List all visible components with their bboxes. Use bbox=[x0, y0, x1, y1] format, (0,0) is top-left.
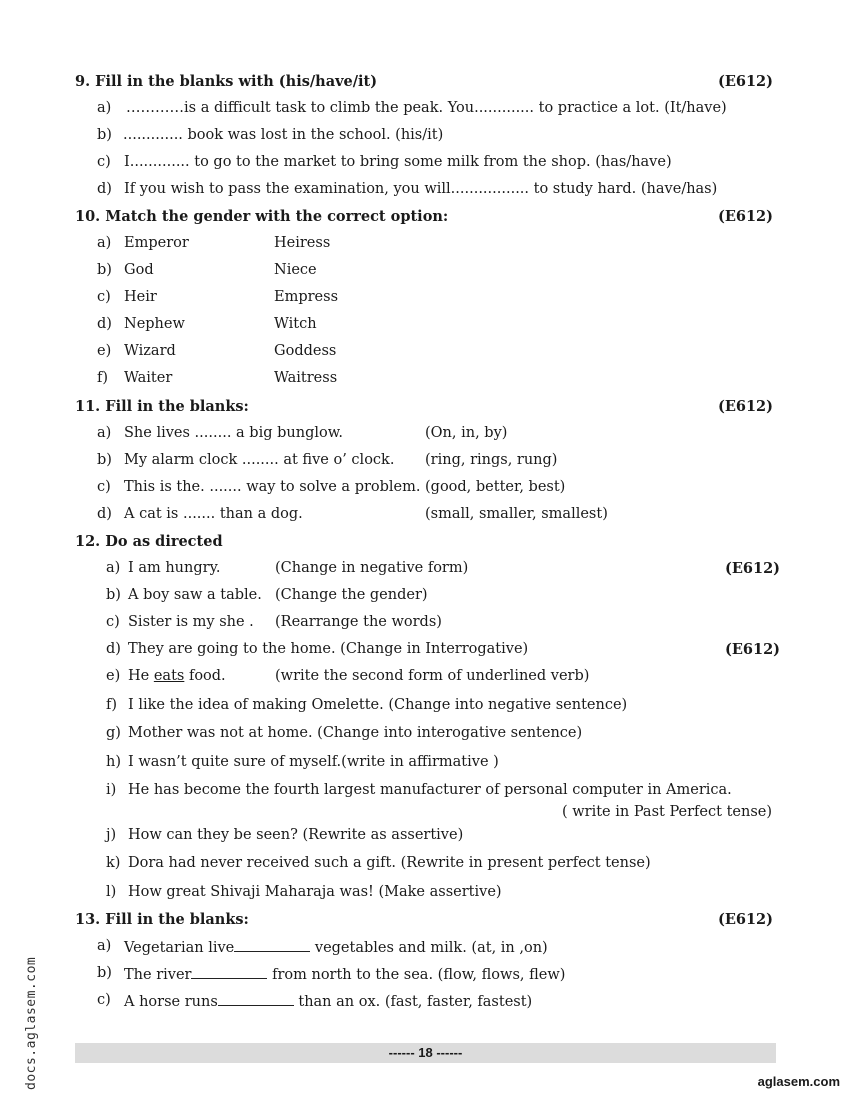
item-label: b) bbox=[97, 965, 112, 981]
item-text bbox=[124, 965, 565, 983]
item-label: e) bbox=[97, 343, 112, 359]
item-text: He has become the fourth largest manufacturer of personal computer in America. bbox=[128, 782, 732, 798]
item-label: j) bbox=[106, 827, 117, 843]
item-text bbox=[124, 938, 548, 956]
match-right: Niece bbox=[274, 262, 317, 278]
item-label: a) bbox=[106, 560, 121, 576]
item-label: c) bbox=[106, 614, 120, 630]
match-left: God bbox=[124, 262, 154, 278]
question-11-heading bbox=[75, 398, 773, 418]
question-10-heading bbox=[75, 208, 773, 228]
item-instruction: ( write in Past Perfect tense) bbox=[561, 804, 772, 820]
question-title: 11. Fill in the blanks: bbox=[75, 398, 249, 415]
answer-blank bbox=[191, 965, 267, 979]
question-title: 12. Do as directed bbox=[75, 533, 223, 550]
question-12-heading bbox=[75, 533, 773, 553]
text-post: than an ox. (fast, faster, fastest) bbox=[293, 994, 533, 1010]
item-instruction: (Change the gender) bbox=[275, 587, 428, 603]
text-pre: A horse runs bbox=[124, 994, 218, 1010]
item-label: d) bbox=[97, 316, 112, 332]
item-text: A cat is ....... than a dog. bbox=[124, 506, 303, 522]
site-name[interactable]: aglasem.com bbox=[757, 1074, 840, 1089]
text-post: food. bbox=[184, 668, 226, 684]
item-text: They are going to the home. (Change in Interrogative) bbox=[128, 641, 529, 657]
item-text: She lives ........ a big bunglow. bbox=[124, 425, 344, 441]
item-text bbox=[124, 992, 532, 1010]
question-9-heading bbox=[75, 73, 773, 93]
text-post: from north to the sea. (flow, flows, flew) bbox=[267, 967, 566, 983]
item-label: d) bbox=[97, 181, 112, 197]
item-label: b) bbox=[97, 452, 112, 468]
match-right: Heiress bbox=[274, 235, 331, 251]
q12-item-i-instruction bbox=[562, 804, 772, 824]
question-code: (E612) bbox=[717, 73, 773, 90]
page-number-bar bbox=[75, 1043, 776, 1063]
match-left: Heir bbox=[124, 289, 157, 305]
item-label: a) bbox=[97, 100, 112, 116]
question-code: (E612) bbox=[717, 911, 773, 928]
item-instruction: (Rearrange the words) bbox=[275, 614, 442, 630]
match-left: Emperor bbox=[124, 235, 189, 251]
item-text: I............. to go to the market to bring some milk from the shop. (has/have) bbox=[124, 154, 672, 170]
item-label: b) bbox=[97, 262, 112, 278]
item-text bbox=[128, 668, 226, 684]
item-text: Mother was not at home. (Change into interogative sentence) bbox=[128, 725, 583, 741]
item-options: (ring, rings, rung) bbox=[425, 452, 558, 468]
match-left: Waiter bbox=[124, 370, 173, 386]
item-label: h) bbox=[106, 754, 121, 770]
item-text: I like the idea of making Omelette. (Change into negative sentence) bbox=[128, 697, 628, 713]
item-text: …………is a difficult task to climb the peak. You............. to practice a lot. (It/have) bbox=[126, 100, 727, 116]
match-right: Witch bbox=[274, 316, 317, 332]
question-code: (E612) bbox=[717, 398, 773, 415]
item-label: c) bbox=[97, 479, 111, 495]
item-label: g) bbox=[106, 725, 121, 741]
item-text: ............. book was lost in the school. (his/it) bbox=[123, 127, 444, 143]
item-text: I wasn’t quite sure of myself.(write in affirmative ) bbox=[128, 754, 499, 770]
item-label: b) bbox=[97, 127, 112, 143]
item-text: Sister is my she . bbox=[128, 614, 254, 630]
match-right: Goddess bbox=[274, 343, 337, 359]
item-options: (On, in, by) bbox=[425, 425, 508, 441]
item-options: (good, better, best) bbox=[425, 479, 566, 495]
item-label: a) bbox=[97, 938, 112, 954]
item-text: This is the. ....... way to solve a problem. bbox=[124, 479, 421, 495]
answer-blank bbox=[218, 992, 294, 1006]
question-13-heading bbox=[75, 911, 773, 931]
text-pre: The river bbox=[124, 967, 192, 983]
item-text: How great Shivaji Maharaja was! (Make assertive) bbox=[128, 884, 502, 900]
item-instruction: (write the second form of underlined verb) bbox=[275, 668, 590, 684]
page-number: ------ 18 ------ bbox=[388, 1045, 463, 1060]
item-label: e) bbox=[106, 668, 121, 684]
item-text: Dora had never received such a gift. (Rewrite in present perfect tense) bbox=[128, 855, 651, 871]
item-text: A boy saw a table. bbox=[128, 587, 262, 603]
question-title: 9. Fill in the blanks with (his/have/it) bbox=[75, 73, 378, 90]
item-label: f) bbox=[106, 697, 118, 713]
question-code: (E612) bbox=[717, 208, 773, 225]
text-pre: Vegetarian live bbox=[124, 940, 235, 956]
item-label: a) bbox=[97, 235, 112, 251]
q12-item-a bbox=[106, 560, 776, 580]
item-label: c) bbox=[97, 992, 111, 1008]
question-title: 13. Fill in the blanks: bbox=[75, 911, 249, 928]
item-text: How can they be seen? (Rewrite as assertive) bbox=[128, 827, 464, 843]
match-right: Empress bbox=[274, 289, 339, 305]
question-title: 10. Match the gender with the correct option: bbox=[75, 208, 449, 225]
item-options: (small, smaller, smallest) bbox=[425, 506, 608, 522]
item-instruction: (Change in negative form) bbox=[275, 560, 469, 576]
text-post: vegetables and milk. (at, in ,on) bbox=[310, 940, 548, 956]
question-code: (E612) bbox=[725, 641, 781, 658]
item-label: i) bbox=[106, 782, 117, 798]
item-label: c) bbox=[97, 154, 111, 170]
item-text: If you wish to pass the examination, you will................. to study hard. (have/has) bbox=[124, 181, 718, 197]
underlined-verb: eats bbox=[153, 668, 185, 684]
match-left: Nephew bbox=[124, 316, 185, 332]
item-label: b) bbox=[106, 587, 121, 603]
answer-blank bbox=[234, 938, 310, 952]
item-text: My alarm clock ........ at five o’ clock. bbox=[124, 452, 395, 468]
item-text: I am hungry. bbox=[128, 560, 221, 576]
item-label: c) bbox=[97, 289, 111, 305]
side-watermark: docs.aglasem.com bbox=[24, 956, 39, 1090]
question-code: (E612) bbox=[725, 560, 781, 577]
match-left: Wizard bbox=[124, 343, 176, 359]
item-label: l) bbox=[106, 884, 117, 900]
item-label: d) bbox=[97, 506, 112, 522]
item-label: f) bbox=[97, 370, 109, 386]
item-label: d) bbox=[106, 641, 121, 657]
item-label: k) bbox=[106, 855, 121, 871]
match-right: Waitress bbox=[274, 370, 338, 386]
text-pre: He bbox=[128, 668, 154, 684]
item-label: a) bbox=[97, 425, 112, 441]
